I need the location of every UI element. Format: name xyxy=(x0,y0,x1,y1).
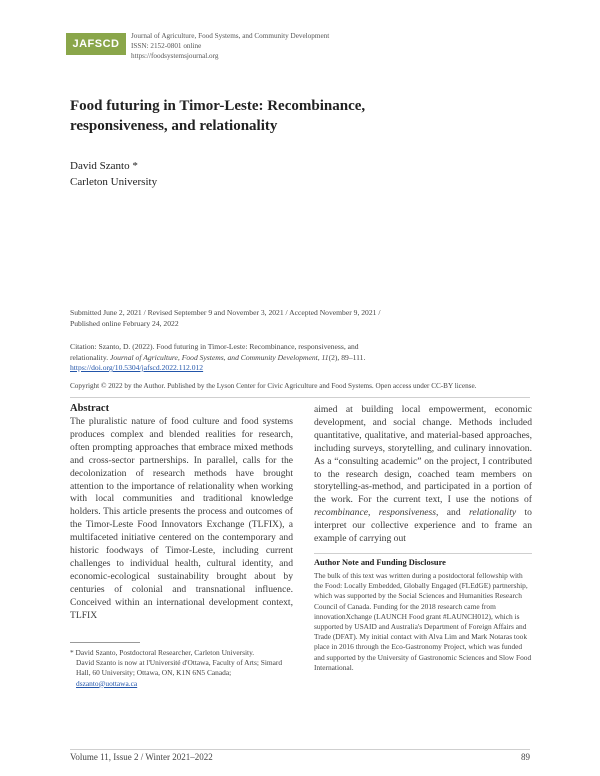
submission-dates xyxy=(70,308,530,329)
author-affiliation: Carleton University xyxy=(70,176,158,188)
abstract-text-left: The pluralistic nature of food culture and food systems produces complex and blended realities for research, often prompting approaches that embrace mixed methods and cross-sector partnerships. In parallel, calls for the decolonization of research methods have brought attention to the importance of relationality when working with local communities and traditional knowledge holders. This article presents the process and outcomes of the Timor-Leste Food Innovators Exchange (TLFIX), a multifaceted initiative centered on the contemporary and historic foodways of Timor-Leste, including current challenges to individual health, cultural identity, and economic-ecological sustainability brought about by centuries of colonial and transnational influence. Conceived within an international development context, TLFIX xyxy=(70,416,293,621)
footnote-line-1: * David Szanto, Postdoctoral Researcher, Carleton University. xyxy=(70,648,255,657)
footer-divider xyxy=(70,749,530,750)
abstract-right-column xyxy=(314,404,532,546)
citation-line-2 xyxy=(70,353,530,364)
journal-website[interactable]: https://foodsystemsjournal.org xyxy=(131,52,219,60)
author-block xyxy=(70,158,157,190)
abstract-right-part-2: to interpret our collective experience and to frame an example of carrying out xyxy=(314,507,532,545)
term-responsiveness: responsiveness xyxy=(378,507,436,519)
citation-journal: Journal of Agriculture, Food Systems, and Community Development, 11 xyxy=(110,352,329,362)
journal-logo xyxy=(66,33,126,55)
term-relationality: relationality xyxy=(469,507,517,519)
footnote-address: David Szanto is now at l'Université d'Ottawa, Faculty of Arts; Simard Hall, 60 University; Ottawa, ON, K1N 6N5 Canada; xyxy=(76,658,283,678)
abstract-heading: Abstract xyxy=(70,403,110,414)
title-line-1: Food futuring in Timor-Leste: Recombinance, xyxy=(70,98,366,114)
citation-line-1: Citation: Szanto, D. (2022). Food futuring in Timor-Leste: Recombinance, responsiveness, and xyxy=(70,342,359,351)
journal-issn: ISSN: 2152-0801 online xyxy=(131,42,202,50)
logo-text: JAFSCD xyxy=(72,38,120,50)
term-recombinance: recombinance xyxy=(314,507,368,519)
doi-link[interactable]: https://doi.org/10.5304/jafscd.2022.112.012 xyxy=(70,363,204,372)
dates-line-2: Published online February 24, 2022 xyxy=(70,318,179,328)
journal-info xyxy=(131,31,329,61)
copyright-notice: Copyright © 2022 by the Author. Published by the Lyson Center for Civic Agriculture and Food Systems. Open access under CC-BY license. xyxy=(70,382,477,390)
footnote-line-2 xyxy=(70,658,292,689)
citation-text: relationality. xyxy=(70,352,110,362)
article-title xyxy=(70,96,450,136)
section-divider xyxy=(70,397,530,398)
author-note-heading: Author Note and Funding Disclosure xyxy=(314,558,446,567)
dates-line-1: Submitted June 2, 2021 / Revised September 9 and November 3, 2021 / Accepted November 9, 2021 / xyxy=(70,308,381,317)
footer-volume: Volume 11, Issue 2 / Winter 2021–2022 xyxy=(70,752,213,762)
abstract-right-part-1: aimed at building local empowerment, economic development, and social change. Methods included quantitative, qualitative, and material-based approaches, including surveys, storytelling, and culinary innovation. As a “consulting academic” on the project, I contributed to the research design, coached team members on storytelling-as-method, and participated in a portion of the work. For the current text, I use the notions of xyxy=(314,404,532,506)
abstract-text-right xyxy=(314,404,532,546)
footnote-divider xyxy=(70,642,140,643)
title-line-2: responsiveness, and relationality xyxy=(70,118,278,134)
abstract-left-column xyxy=(70,416,293,623)
footnote xyxy=(70,648,292,689)
page-number: 89 xyxy=(521,752,530,762)
citation-issue-pages: (2), 89–111. xyxy=(328,352,366,362)
abstract-and: , and xyxy=(436,507,470,519)
citation xyxy=(70,342,530,374)
journal-name: Journal of Agriculture, Food Systems, and Community Development xyxy=(131,32,330,40)
abstract-comma: , xyxy=(368,507,379,519)
author-name: David Szanto * xyxy=(70,160,138,172)
note-divider xyxy=(314,553,532,554)
author-email-link[interactable]: dszanto@uottawa.ca xyxy=(76,678,138,688)
author-note-body: The bulk of this text was written during a postdoctoral fellowship with the Food: Locally Embedded, Globally Engaged (FLEdGE) partnership, which was supported by the Social Sciences and Humanities Research Council of Canada. Funding for the 2018 research came from innovationXchange (LAUNCH Food grant #LAUNCH012), which is supported by USAID and Australia's Department of Foreign Affairs and Trade (DFAT). My initial contact with Alva Lim and Mark Notaras took place in 2016 through the Eco-Gastronomy Project, which was funded and supported by the University of Gastronomic Sciences and Slow Food International. xyxy=(314,571,532,672)
